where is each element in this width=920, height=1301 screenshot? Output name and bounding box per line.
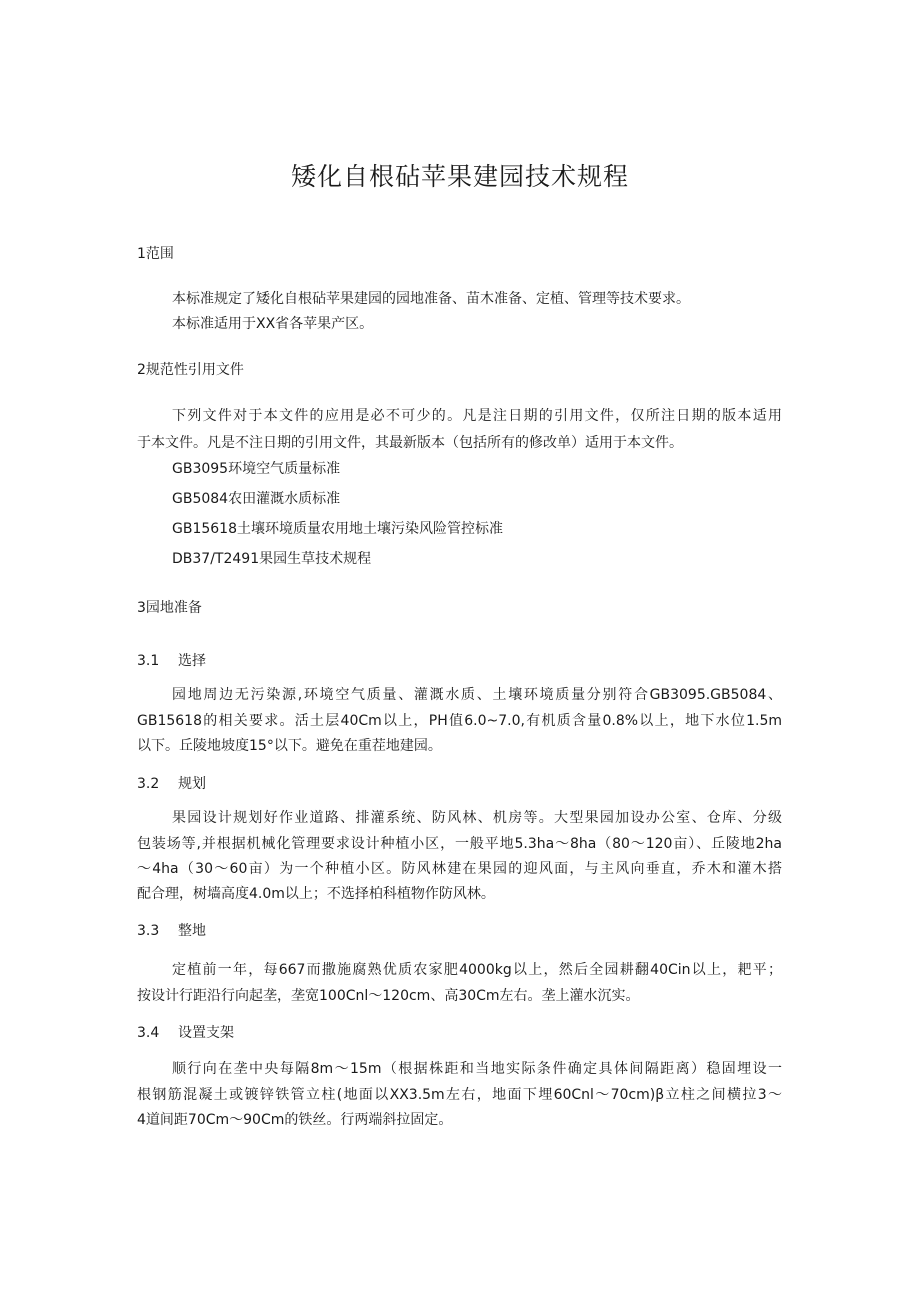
- subsection-label: 规划: [178, 776, 206, 792]
- subsection-label: 整地: [178, 923, 206, 939]
- paragraph-line: 4道间距70Cm～90Cm的铁丝。行两端斜拉固定。: [137, 1112, 453, 1128]
- reference-item: GB5084农田灌溉水质标准: [172, 491, 341, 507]
- subsection-number: 3.1: [137, 653, 160, 669]
- subsection-number: 3.3: [137, 923, 160, 939]
- section-heading-normative-references: 2规范性引用文件: [137, 362, 244, 378]
- paragraph-line: 果园设计规划好作业道路、排灌系统、防风林、机房等。大型果园加设办公室、仓库、分级: [172, 810, 782, 826]
- reference-item: GB15618土壤环境质量农用地土壤污染风险管控标准: [172, 521, 503, 537]
- subsection-label: 选择: [178, 653, 206, 669]
- subsection-heading-trellis-setup: [137, 1023, 234, 1043]
- subsection-number: 3.2: [137, 776, 160, 792]
- subsection-number: 3.4: [137, 1025, 160, 1041]
- section-heading-scope: 1范围: [137, 246, 174, 262]
- reference-item: DB37/T2491果园生草技术规程: [172, 551, 372, 567]
- paragraph-line: 园地周边无污染源,环境空气质量、灌溉水质、土壤环境质量分别符合GB3095.GB5084、: [172, 687, 782, 703]
- subsection-label: 设置支架: [178, 1025, 234, 1041]
- subsection-heading-land-preparation: [137, 921, 206, 941]
- paragraph-line: 本标准规定了矮化自根砧苹果建园的园地准备、苗木准备、定植、管理等技术要求。: [172, 291, 690, 307]
- paragraph-line: 定植前一年，每667而撒施腐熟优质农家肥4000kg以上，然后全园耕翻40Cin以上，耙平；: [172, 962, 782, 978]
- page-title: 矮化自根砧苹果建园技术规程: [290, 162, 629, 191]
- paragraph-line: 根钢筋混凝土或镀锌铁管立柱(地面以XX3.5m左右，地面下埋60Cnl～70cm)β立柱之间横拉3～: [137, 1087, 782, 1103]
- section-heading-orchard-preparation: 3园地准备: [137, 600, 202, 616]
- reference-item: GB3095环境空气质量标准: [172, 461, 341, 477]
- paragraph-line: 以下。丘陵地坡度15°以下。避免在重茬地建园。: [137, 738, 442, 754]
- paragraph-line: ～4ha（30～60亩）为一个种植小区。防风林建在果园的迎风面，与主风向垂直，乔木和灌木搭: [137, 861, 782, 877]
- paragraph-line: 于本文件。凡是不注日期的引用文件，其最新版本（包括所有的修改单）适用于本文件。: [137, 435, 683, 451]
- subsection-heading-selection: [137, 651, 206, 671]
- paragraph-line: 按设计行距沿行向起垄，垄宽100Cnl～120cm、高30Cm左右。垄上灌水沉实。: [137, 988, 640, 1004]
- paragraph-line: 下列文件对于本文件的应用是必不可少的。凡是注日期的引用文件，仅所注日期的版本适用: [172, 408, 782, 424]
- paragraph-line: 本标准适用于XX省各苹果产区。: [172, 316, 374, 332]
- paragraph-line: 配合理，树墙高度4.0m以上；不选择柏科植物作防风林。: [137, 886, 495, 902]
- paragraph-line: 包装场等,并根据机械化管理要求设计种植小区，一般平地5.3ha～8ha（80～120亩）、丘陵地2ha: [137, 836, 782, 852]
- subsection-heading-planning: [137, 774, 206, 794]
- paragraph-line: 顺行向在垄中央每隔8m～15m（根据株距和当地实际条件确定具体间隔距离）稳固埋设一: [172, 1061, 782, 1077]
- paragraph-line: GB15618的相关要求。活土层40Cm以上，PH值6.0~7.0,有机质含量0.8%以上，地下水位1.5m: [137, 713, 782, 729]
